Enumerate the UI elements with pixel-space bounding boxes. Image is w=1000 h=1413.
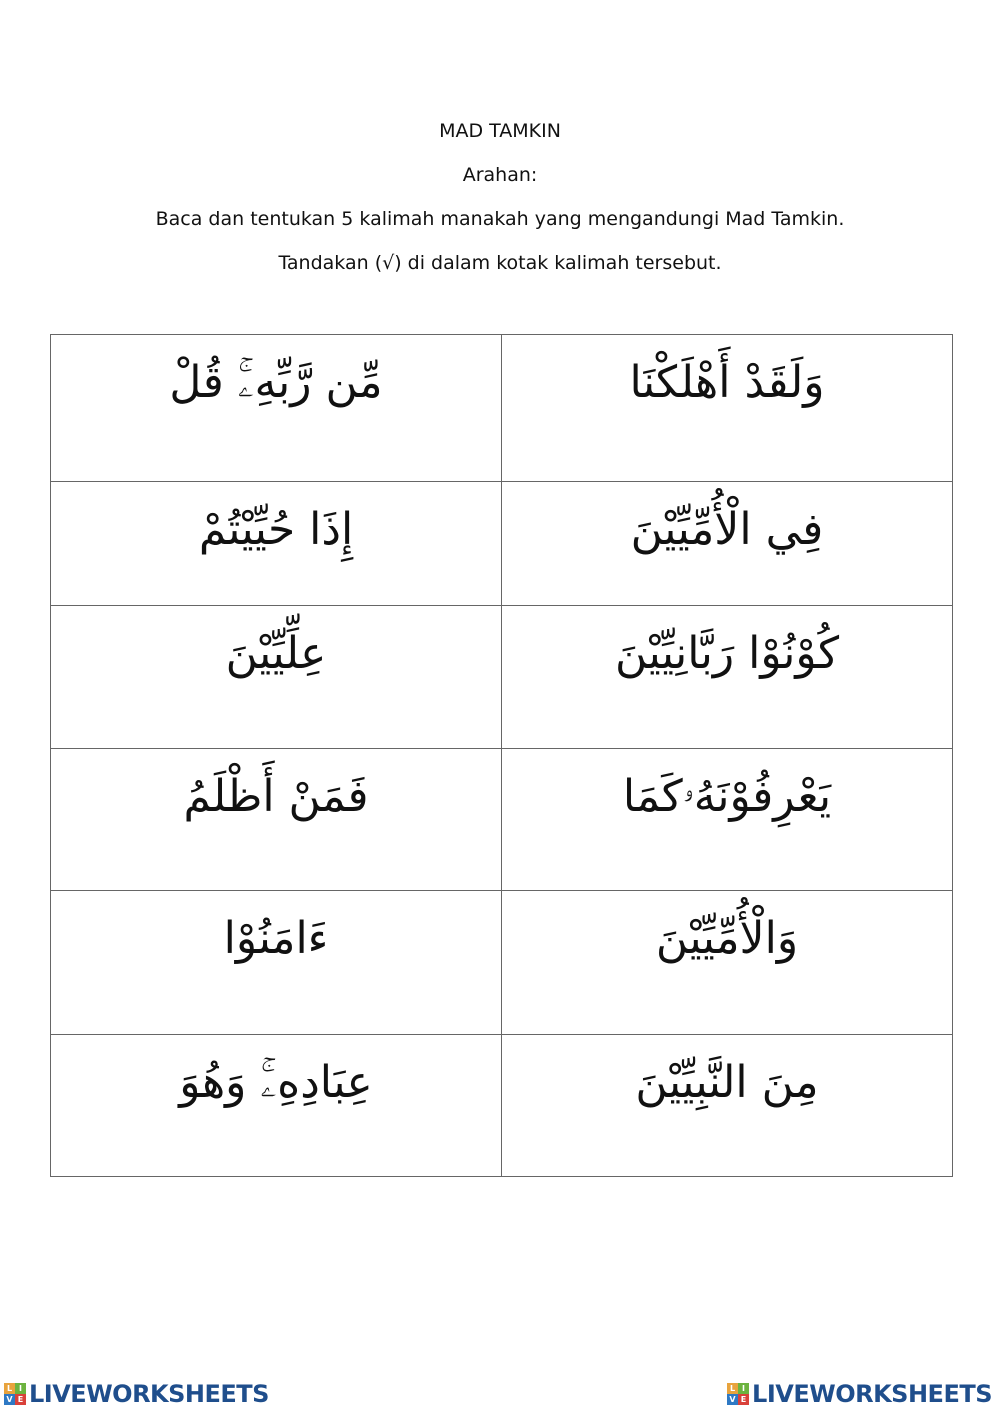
arabic-word: وَلَقَدْ أَهْلَكْنَا xyxy=(629,357,825,408)
word-cell-r4-right[interactable] xyxy=(502,749,953,891)
worksheet-title: MAD TAMKIN xyxy=(439,120,561,142)
grid-row xyxy=(51,482,953,606)
word-cell-r1-right[interactable] xyxy=(502,335,953,482)
grid-row xyxy=(51,749,953,891)
word-cell-r3-left[interactable] xyxy=(51,606,502,749)
word-cell-r2-right[interactable] xyxy=(502,482,953,606)
word-cell-r1-left[interactable] xyxy=(51,335,502,482)
arabic-word: عِلِّيِّيْنَ xyxy=(225,628,327,679)
logo-tile: V xyxy=(727,1394,738,1405)
arabic-word: ءَامَنُوْا xyxy=(223,913,329,964)
word-cell-r5-right[interactable] xyxy=(502,891,953,1035)
logo-tile: I xyxy=(15,1383,26,1394)
arabic-word: فَمَنْ أَظْلَمُ xyxy=(183,771,369,822)
grid-row xyxy=(51,335,953,482)
liveworksheets-logo-right[interactable] xyxy=(727,1380,992,1408)
logo-tile: I xyxy=(738,1383,749,1394)
brand-wordmark: LIVEWORKSHEETS xyxy=(752,1380,992,1408)
word-cell-r6-right[interactable] xyxy=(502,1035,953,1177)
instruction-label: Arahan: xyxy=(462,164,538,186)
grid-row xyxy=(51,1035,953,1177)
logo-tile: E xyxy=(15,1394,26,1405)
word-cell-r3-right[interactable] xyxy=(502,606,953,749)
brand-wordmark: LIVEWORKSHEETS xyxy=(29,1380,269,1408)
arabic-word: وَالْأُمِّيِّيْنَ xyxy=(655,913,799,964)
worksheet-header xyxy=(0,120,1000,296)
word-cell-r6-left[interactable] xyxy=(51,1035,502,1177)
logo-tile: L xyxy=(4,1383,15,1394)
word-cell-r2-left[interactable] xyxy=(51,482,502,606)
logo-tile: V xyxy=(4,1394,15,1405)
arabic-word: كُوْنُوْا رَبَّانِيِّيْنَ xyxy=(614,628,840,679)
instruction-text-2: Tandakan (√) di dalam kotak kalimah tersebut. xyxy=(278,252,722,274)
word-cell-r4-left[interactable] xyxy=(51,749,502,891)
arabic-word: عِبَادِهِۦۚ وَهُوَ xyxy=(179,1057,373,1108)
instruction-text-1: Baca dan tentukan 5 kalimah manakah yang mengandungi Mad Tamkin. xyxy=(155,208,845,230)
logo-tile: L xyxy=(727,1383,738,1394)
grid-row xyxy=(51,606,953,749)
logo-tile: E xyxy=(738,1394,749,1405)
liveworksheets-icon xyxy=(4,1383,26,1405)
word-cell-r5-left[interactable] xyxy=(51,891,502,1035)
liveworksheets-logo-left[interactable] xyxy=(4,1380,269,1408)
word-grid xyxy=(50,334,953,1177)
arabic-word: إِذَا حُيِّيْتُمْ xyxy=(198,504,354,555)
arabic-word: فِي الْأُمِّيِّيْنَ xyxy=(630,504,824,555)
liveworksheets-icon xyxy=(727,1383,749,1405)
arabic-word: مِّن رَّبِّهِۦۚ قُلْ xyxy=(169,357,383,408)
arabic-word: مِنَ النَّبِيِّيْنَ xyxy=(635,1057,819,1108)
arabic-word: يَعْرِفُوْنَهُۥكَمَا xyxy=(622,771,832,822)
grid-row xyxy=(51,891,953,1035)
